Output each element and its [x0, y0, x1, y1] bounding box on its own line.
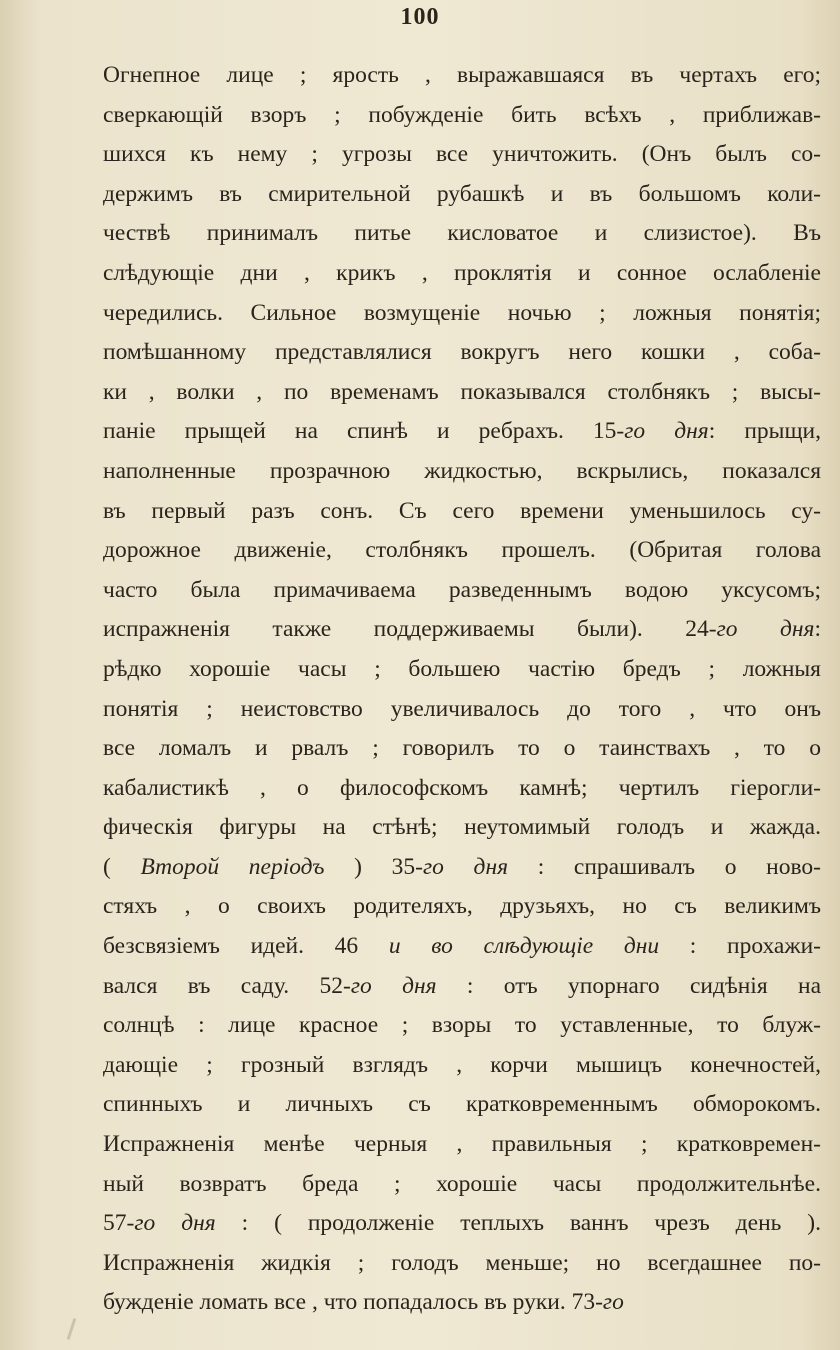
italic-segment: го дня — [134, 1210, 216, 1237]
italic-segment: и во слѣдующіе дни — [388, 933, 660, 960]
text-segment: стяхъ , о своихъ родителяхъ, друзьяхъ, но съ великимъ — [103, 893, 821, 920]
text-segment: понятія ; неистовство увеличивалось до того , что онъ — [103, 695, 821, 722]
text-segment: паніе прыщей на спинѣ и ребрахъ. 15- — [103, 418, 625, 445]
text-segment: въ первый разъ сонъ. Съ сего времени уменьшилось су- — [103, 497, 821, 524]
italic-segment: го дня — [716, 616, 815, 643]
ink-mark — [67, 1318, 77, 1340]
text-line — [103, 135, 821, 175]
text-line — [103, 1085, 821, 1125]
text-line — [103, 610, 821, 650]
text-line — [103, 1283, 821, 1323]
text-segment: : прыщи, — [708, 418, 821, 445]
text-segment: держимъ въ смирительной рубашкѣ и въ большомъ коли- — [103, 180, 821, 207]
text-line — [103, 1006, 821, 1046]
text-line — [103, 650, 821, 690]
text-line — [103, 492, 821, 532]
text-line — [103, 887, 821, 927]
text-line — [103, 294, 821, 334]
text-segment: все ломалъ и рвалъ ; говорилъ то о таинствахъ , то о — [103, 735, 821, 762]
text-segment: : ( продолженіе теплыхъ ваннъ чрезъ день ). — [215, 1210, 821, 1237]
italic-segment: Второй періодъ — [140, 853, 325, 880]
text-segment: вался въ саду. 52- — [103, 972, 351, 999]
text-line — [103, 333, 821, 373]
text-segment: ( — [103, 853, 141, 880]
text-segment: бужденіе ломать все , что попадалось въ руки. 73- — [103, 1289, 603, 1316]
text-segment: безсвязіемъ идей. 46 — [103, 933, 389, 960]
text-line — [103, 808, 821, 848]
text-segment: сверкающій взоръ ; побужденіе бить всѣхъ , приближав- — [103, 101, 821, 128]
italic-segment: го — [602, 1289, 624, 1316]
text-segment: дающіе ; грозный взглядъ , корчи мышицъ конечностей, — [103, 1051, 821, 1078]
text-line — [103, 690, 821, 730]
text-line — [103, 1204, 821, 1244]
text-line — [103, 254, 821, 294]
text-segment: спинныхъ и личныхъ съ кратковременнымъ обморокомъ. — [103, 1091, 821, 1118]
text-segment: ) 35- — [324, 853, 423, 880]
text-line — [103, 1125, 821, 1165]
text-line — [103, 967, 821, 1007]
text-segment: помѣшанному представлялися вокругъ него кошки , соба- — [103, 339, 821, 366]
text-segment: Огнепное лице ; ярость , выражавшаяся въ чертахъ его; — [103, 62, 821, 88]
text-segment: Испражненія менѣе черныя , правильныя ; кратковремен- — [103, 1131, 821, 1158]
italic-segment: го дня — [350, 972, 437, 999]
text-segment: чередились. Сильное возмущеніе ночью ; ложныя понятія; — [103, 299, 821, 326]
text-line — [103, 56, 821, 96]
text-line — [103, 571, 821, 611]
text-segment: рѣдко хорошіе часы ; большею частію бредъ ; ложныя — [103, 655, 821, 682]
text-line — [103, 452, 821, 492]
text-line — [103, 373, 821, 413]
text-segment: фическія фигуры на стѣнѣ; неутомимый голодъ и жажда. — [103, 814, 821, 841]
page-number: 100 — [400, 4, 440, 30]
italic-segment: го дня — [422, 853, 509, 880]
text-line — [103, 96, 821, 136]
text-line — [103, 1244, 821, 1284]
text-segment: солнцѣ : лице красное ; взоры то уставленные, то блуж- — [103, 1012, 821, 1039]
text-line — [103, 175, 821, 215]
text-line — [103, 214, 821, 254]
text-line — [103, 1165, 821, 1205]
text-line — [103, 1046, 821, 1086]
text-segment: наполненные прозрачною жидкостью, вскрылись, показался — [103, 457, 821, 484]
text-line — [103, 412, 821, 452]
text-segment: кабалистикѣ , о философскомъ камнѣ; чертилъ гіерогли- — [103, 774, 821, 801]
text-line — [103, 769, 821, 809]
italic-segment: го дня — [624, 418, 709, 445]
body-text — [103, 56, 821, 1323]
text-segment: 57- — [103, 1210, 135, 1237]
text-segment: : — [814, 616, 821, 643]
text-segment: чествѣ принималъ питье кисловатое и слизистое). Въ — [103, 220, 821, 247]
text-segment: ный возвратъ бреда ; хорошіе часы продолжительнѣе. — [103, 1170, 821, 1197]
text-segment: Испражненія жидкія ; голодъ меньше; но всегдашнее по- — [103, 1249, 821, 1276]
text-segment: шихся къ нему ; угрозы все уничтожить. (Онъ былъ со- — [103, 141, 821, 168]
text-line — [103, 848, 821, 888]
text-segment: : отъ упорнаго сидѣнія на — [436, 972, 821, 999]
text-segment: слѣдующіе дни , крикъ , проклятія и сонное ослабленіе — [103, 259, 821, 286]
text-line — [103, 729, 821, 769]
text-segment: дорожное движеніе, столбнякъ прошелъ. (Обритая голова — [103, 537, 821, 564]
text-segment: часто была примачиваема разведеннымъ водою уксусомъ; — [103, 576, 821, 603]
text-segment: : прохажи- — [659, 933, 821, 960]
text-segment: ки , волки , по временамъ показывался столбнякъ ; высы- — [103, 378, 821, 405]
text-line — [103, 531, 821, 571]
text-segment: : спрашивалъ о ново- — [508, 853, 821, 880]
text-line — [103, 927, 821, 967]
text-segment: испражненія также поддерживаемы были). 24- — [103, 616, 717, 643]
